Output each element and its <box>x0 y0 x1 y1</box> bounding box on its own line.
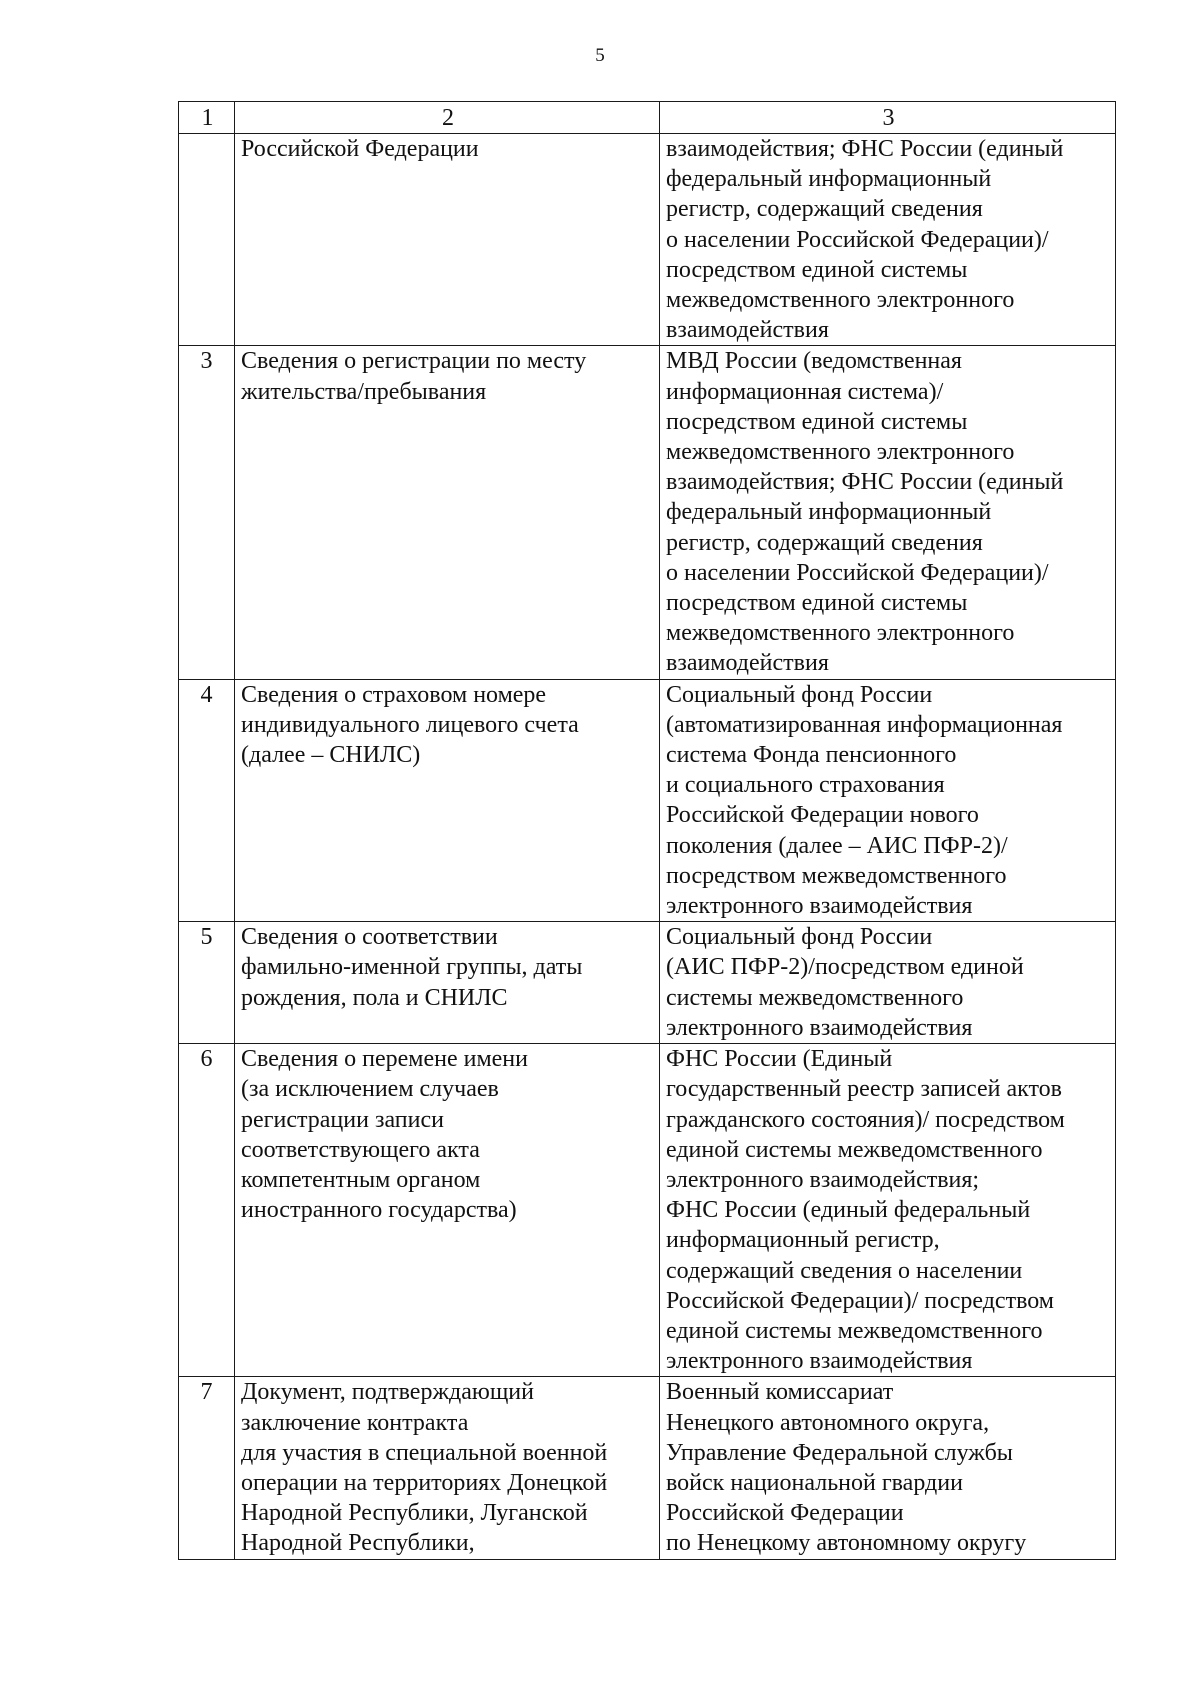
row-number-cell: 7 <box>179 1377 235 1559</box>
document-table <box>178 101 1116 1560</box>
table-row <box>179 679 1116 922</box>
row-number-cell: 6 <box>179 1044 235 1377</box>
row-number-cell: 3 <box>179 346 235 679</box>
source-cell: Социальный фонд России (АИС ПФР-2)/посредством единой системы межведомственного электронного взаимодействия <box>660 922 1116 1044</box>
table-row <box>179 134 1116 346</box>
table-row <box>179 922 1116 1044</box>
info-cell: Сведения о соответствии фамильно-именной группы, даты рождения, пола и СНИЛС <box>235 922 660 1044</box>
source-cell: МВД России (ведомственная информационная система)/ посредством единой системы межведомственного электронного взаимодействия; ФНС России (единый федеральный информационный регистр, содержащий сведения о населении Российской Федерации)/ посредством единой системы межведомственного электронного взаимодействия <box>660 346 1116 679</box>
table-row <box>179 1377 1116 1559</box>
row-number-cell: 4 <box>179 679 235 922</box>
header-cell-2: 2 <box>235 102 660 134</box>
source-cell: Социальный фонд России (автоматизированная информационная система Фонда пенсионного и социального страхования Российской Федерации нового поколения (далее – АИС ПФР-2)/ посредством межведомственного электронного взаимодействия <box>660 679 1116 922</box>
info-cell: Сведения о перемене имени (за исключением случаев регистрации записи соответствующего акта компетентным органом иностранного государства) <box>235 1044 660 1377</box>
row-number-cell <box>179 134 235 346</box>
info-cell: Документ, подтверждающий заключение контракта для участия в специальной военной операции на территориях Донецкой Народной Республики, Луганской Народной Республики, <box>235 1377 660 1559</box>
header-cell-3: 3 <box>660 102 1116 134</box>
info-cell: Сведения о регистрации по месту жительства/пребывания <box>235 346 660 679</box>
info-cell: Сведения о страховом номере индивидуального лицевого счета (далее – СНИЛС) <box>235 679 660 922</box>
source-cell: Военный комиссариат Ненецкого автономного округа, Управление Федеральной службы войск национальной гвардии Российской Федерации по Ненецкому автономному округу <box>660 1377 1116 1559</box>
source-cell: взаимодействия; ФНС России (единый федеральный информационный регистр, содержащий сведения о населении Российской Федерации)/ посредством единой системы межведомственного электронного взаимодействия <box>660 134 1116 346</box>
table-row <box>179 346 1116 679</box>
table-header-row <box>179 102 1116 134</box>
row-number-cell: 5 <box>179 922 235 1044</box>
info-cell: Российской Федерации <box>235 134 660 346</box>
page-number: 5 <box>595 45 605 66</box>
table-row <box>179 1044 1116 1377</box>
source-cell: ФНС России (Единый государственный реестр записей актов гражданского состояния)/ посредством единой системы межведомственного электронного взаимодействия; ФНС России (единый федеральный информационный регистр, содержащий сведения о населении Российской Федерации)/ посредством единой системы межведомственного электронного взаимодействия <box>660 1044 1116 1377</box>
header-cell-1: 1 <box>179 102 235 134</box>
